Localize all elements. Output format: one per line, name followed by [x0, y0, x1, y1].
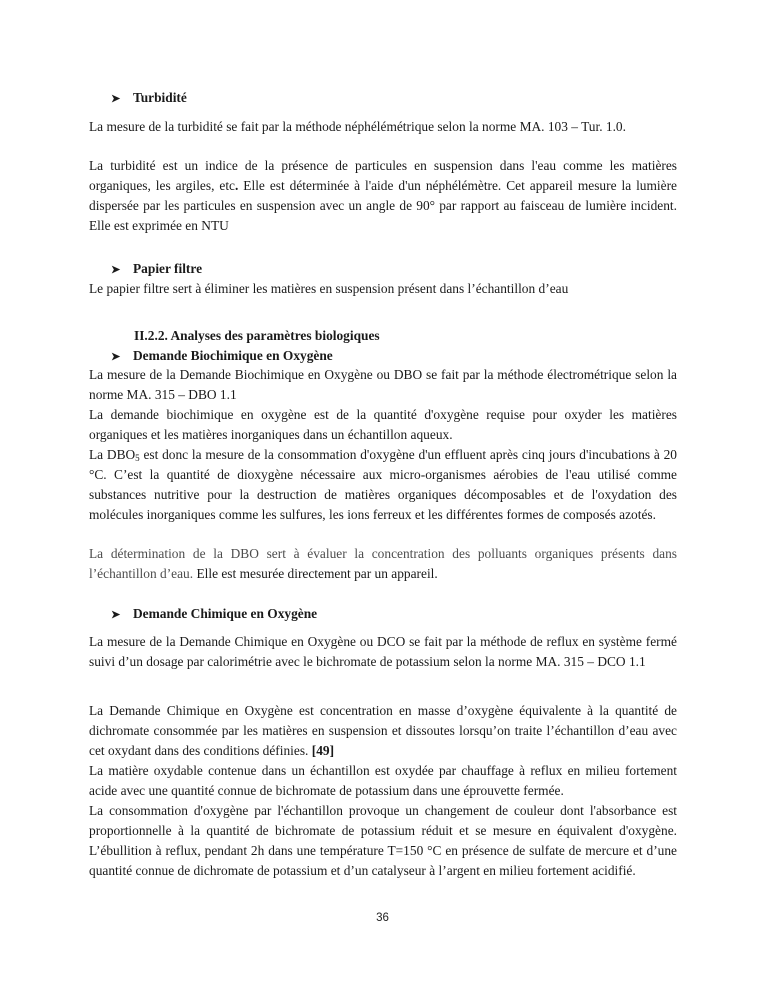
- papier-paragraph: Le papier filtre sert à éliminer les matières en suspension présent dans l’échantillon d’eau: [89, 281, 569, 296]
- dco-paragraph-4: La consommation d'oxygène par l'échantillon provoque un changement de couleur dont l'absorbance est proportionnelle à la quantité de bichromate de potassium réduit et se mesure en équivalent d'oxygène. L’ébullition à reflux, pendant 2h dans une température T=150 °C en présence de sulfate de mercure et d’une quantité connue de dichromate de potassium et d’un catalyseur à l’argent en milieu fortement acidifié.: [89, 803, 677, 878]
- page-number: 36: [376, 912, 389, 924]
- dbo-paragraph-4: La détermination de la DBO sert à évaluer la concentration des polluants organiques présents dans l’échantillon d’eau. Elle est mesurée directement par un appareil.: [89, 546, 677, 581]
- dbo-paragraph-3: La $DBO_5$ est donc la mesure de la consommation d'oxygène d'un effluent après cinq jours d'incubations à 20 °C. C’est la quantité de dioxygène nécessaire aux micro-organismes aérobies de l'eau utilisé comme substances nutritive pour la destruction de matières organiques décomposables et de l'oxydation des molécules inorganiques comme les sulfures, les ions ferreux et les différentes formes de composés azotés.: [89, 447, 677, 522]
- papier-heading: ➤ Papier filtre: [111, 259, 202, 280]
- dco-paragraph-3: La matière oxydable contenue dans un échantillon est oxydée par chauffage à reflux en milieu fortement acide avec une quantité connue de bichromate de potassium dans une éprouvette fermée.: [89, 763, 677, 798]
- dbo-paragraph-1: La mesure de la Demande Biochimique en Oxygène ou DBO se fait par la méthode électrométrique selon la norme MA. 315 – DBO 1.1: [89, 367, 677, 402]
- arrow-bullet-icon: ➤: [111, 264, 121, 276]
- dco-paragraph-2: La Demande Chimique en Oxygène est concentration en masse d’oxygène équivalente à la quantité de dichromate consommée par les matières en suspension et dissoutes lorsqu’on traite l’échantillon d’eau avec cet oxydant dans des conditions définies. [49]: [89, 703, 677, 758]
- turbidite-heading: ➤ Turbidité: [111, 88, 187, 109]
- arrow-bullet-icon: ➤: [111, 609, 121, 621]
- dco-heading: ➤ Demande Chimique en Oxygène: [111, 604, 317, 625]
- dbo-heading: ➤ Demande Biochimique en Oxygène: [111, 346, 333, 367]
- arrow-bullet-icon: ➤: [111, 351, 121, 363]
- dbo-paragraph-2: La demande biochimique en oxygène est de la quantité d'oxygène requise pour oxyder les matières organiques et les matières inorganiques dans un échantillon aqueux.: [89, 407, 677, 442]
- turbidite-paragraph-2: La turbidité est un indice de la présence de particules en suspension dans l'eau comme les matières organiques, les argiles, etc. Elle est déterminée à l'aide d'un néphélémètre. Cet appareil mesure la lumière dispersée par les particules en suspension avec un angle de 90° par rapport au faisceau de lumière incident. Elle est exprimée en NTU: [89, 158, 677, 233]
- turbidite-paragraph-1: La mesure de la turbidité se fait par la méthode néphélémétrique selon la norme MA. 103 – Tur. 1.0.: [89, 119, 626, 134]
- arrow-bullet-icon: ➤: [111, 93, 121, 105]
- citation-ref: [49]: [311, 743, 335, 758]
- dco-paragraph-1: La mesure de la Demande Chimique en Oxygène ou DCO se fait par la méthode de reflux en système fermé suivi d’un dosage par calorimétrie avec le bichromate de potassium selon la norme MA. 315 – DCO 1.1: [89, 634, 677, 669]
- section-title: II.2.2. Analyses des paramètres biologiques: [134, 328, 380, 343]
